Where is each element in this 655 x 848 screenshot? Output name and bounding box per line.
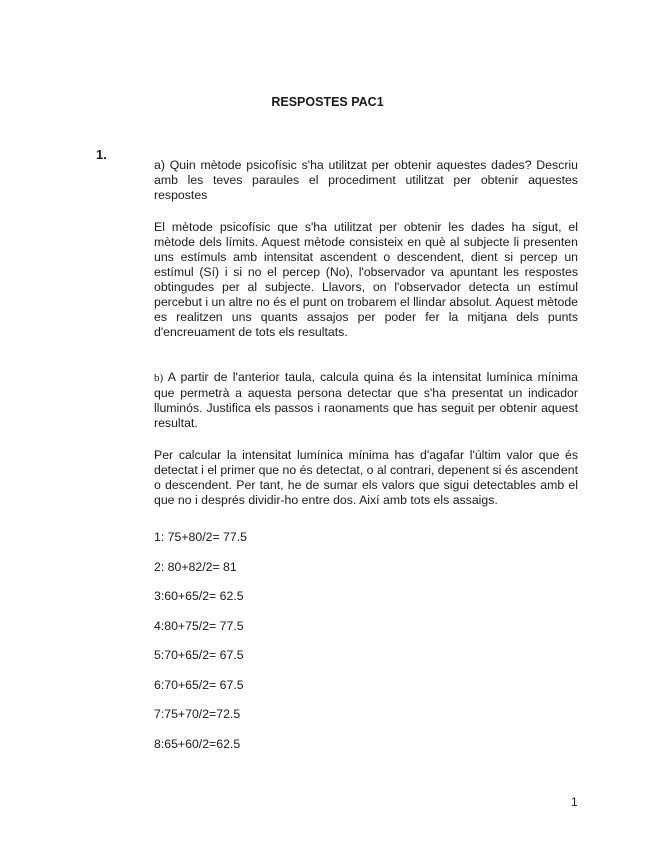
question-b <box>154 370 578 431</box>
calculation-item-6: 6:70+65/2= 67.5 <box>154 677 244 692</box>
calculation-item-7: 7:75+70/2=72.5 <box>154 707 241 721</box>
question-b-label: b) <box>154 372 164 384</box>
page-number: 1 <box>571 795 578 809</box>
calculation-item-4: 4:80+75/2= 77.5 <box>154 618 244 633</box>
calculation-item-3: 3:60+65/2= 62.5 <box>154 589 244 603</box>
section-number: 1. <box>96 147 107 162</box>
answer-b: Per calcular la intensitat lumínica mínima has d'agafar l'últim valor que és detectat i el primer que no és detectat, o al contrari, depenent si és ascendent o descendent. Per tant, he de sumar els valors que sigui detectables amb el que no i després dividir-ho entre dos. Així amb tots els assaigs. <box>154 448 578 507</box>
question-b-text: A partir de l'anterior taula, calcula quina és la intensitat lumínica mínima que permetrà a aquesta persona detectar que s'ha presentat un indicador lluminós. Justifica els passos i raonaments que has seguit per obtenir aquest resultat. <box>154 370 578 430</box>
calculation-item-1: 1: 75+80/2= 77.5 <box>154 530 247 544</box>
calculation-item-2: 2: 80+82/2= 81 <box>154 559 237 574</box>
answer-content <box>154 158 578 766</box>
page-title: RESPOSTES PAC1 <box>271 95 384 109</box>
calculation-item-5: 5:70+65/2= 67.5 <box>154 648 244 662</box>
calculation-item-8: 8:65+60/2=62.5 <box>154 736 241 751</box>
calculation-list <box>154 530 578 752</box>
question-a: a) Quin mètode psicofísic s'ha utilitzat per obtenir aquestes dades? Descriu amb les teves paraules el procediment utilitzat per obtenir aquestes respostes <box>154 158 578 202</box>
answer-a: El mètode psicofísic que s'ha utilitzat per obtenir les dades ha sigut, el mètode dels límits. Aquest mètode consisteix en què al subjecte li presenten uns estímuls amb intensitat ascendent o descendent, dient si percep un estímul (Sí) i si no el percep (No), l'observador va apuntant les respostes obtingudes per al subjecte. Llavors, on l'observador detecta un estímul percebut i un altre no és el punt on trobarem el llindar absolut. Aquest mètode es realitzen uns quants assajos per poder fer la mitjana dels punts d'encreuament de tots els resultats. <box>154 220 578 339</box>
